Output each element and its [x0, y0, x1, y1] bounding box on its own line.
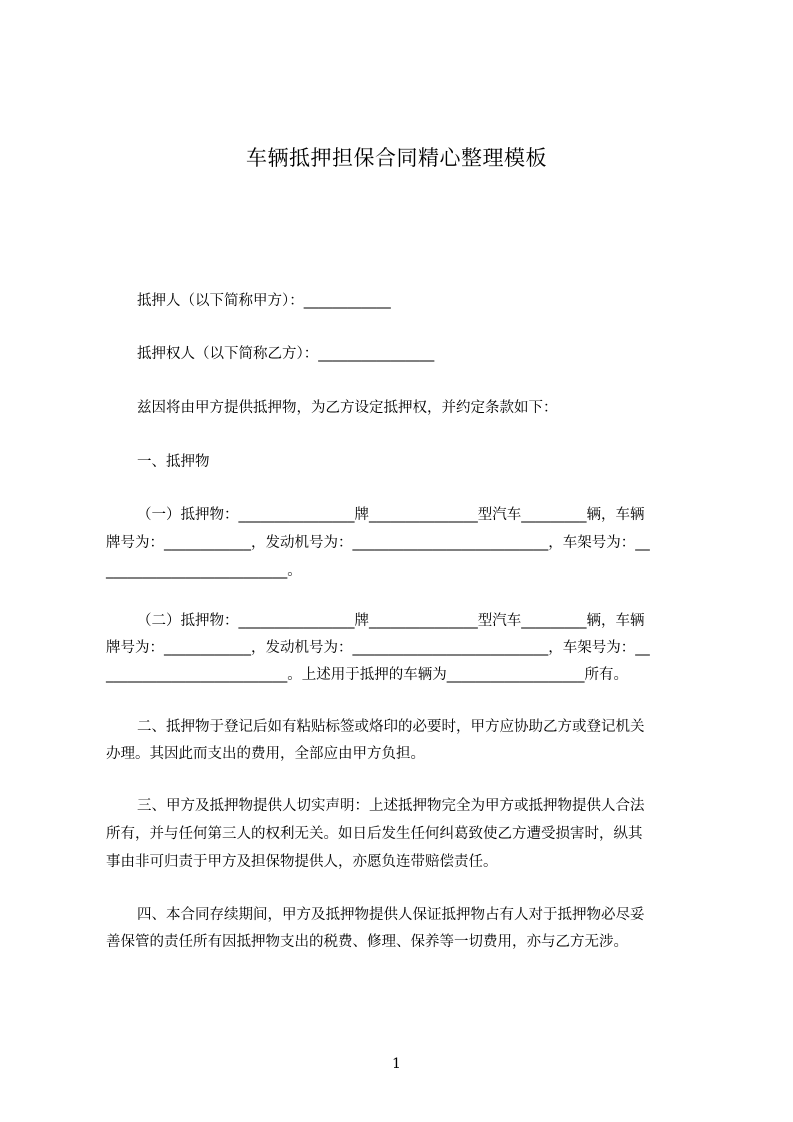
document-title: 车辆抵押担保合同精心整理模板: [246, 146, 547, 170]
item-2-line-2: 牌号为：____________，发动机号为：___________________________，车架号为：__: [106, 640, 650, 656]
preamble-line: 兹因将由甲方提供抵押物，为乙方设定抵押权，并约定条款如下：: [137, 400, 558, 416]
section-2-line-1: 二、抵押物于登记后如有粘贴标签或烙印的必要时，甲方应协助乙方或登记机关: [137, 719, 645, 735]
section-3-line-2: 所有，并与任何第三人的权利无关。如日后发生任何纠葛致使乙方遭受损害时，纵其: [106, 826, 643, 842]
section-4-line-2: 善保管的责任所有因抵押物支出的税费、修理、保养等一切费用，亦与乙方无涉。: [106, 934, 628, 950]
mortgagee-line: 抵押权人（以下简称乙方）：________________: [137, 346, 435, 362]
item-2-line-3: _________________________。上述用于抵押的车辆为___________________所有。: [106, 667, 628, 683]
item-1-line-2: 牌号为：____________，发动机号为：___________________________，车架号为：__: [106, 535, 650, 551]
section-2-line-2: 办理。其因此而支出的费用，全部应由甲方负担。: [106, 746, 425, 762]
section-3-line-1: 三、甲方及抵押物提供人切实声明：上述抵押物完全为甲方或抵押物提供人合法: [137, 798, 645, 814]
mortgagor-line: 抵押人（以下简称甲方）：____________: [137, 293, 391, 309]
section-4-line-1: 四、本合同存续期间，甲方及抵押物提供人保证抵押物占有人对于抵押物必尽妥: [137, 907, 645, 923]
page-number: 1: [392, 1056, 401, 1072]
item-2-line-1: （二）抵押物：________________牌_______________型汽车_________辆，车辆: [137, 613, 645, 629]
section-3-line-3: 事由非可归责于甲方及担保物提供人，亦愿负连带赔偿责任。: [106, 854, 498, 870]
item-1-line-1: （一）抵押物：________________牌_______________型汽车_________辆，车辆: [137, 507, 645, 523]
section-1-heading: 一、抵押物: [137, 454, 210, 470]
item-1-line-3: _________________________。: [106, 563, 302, 579]
